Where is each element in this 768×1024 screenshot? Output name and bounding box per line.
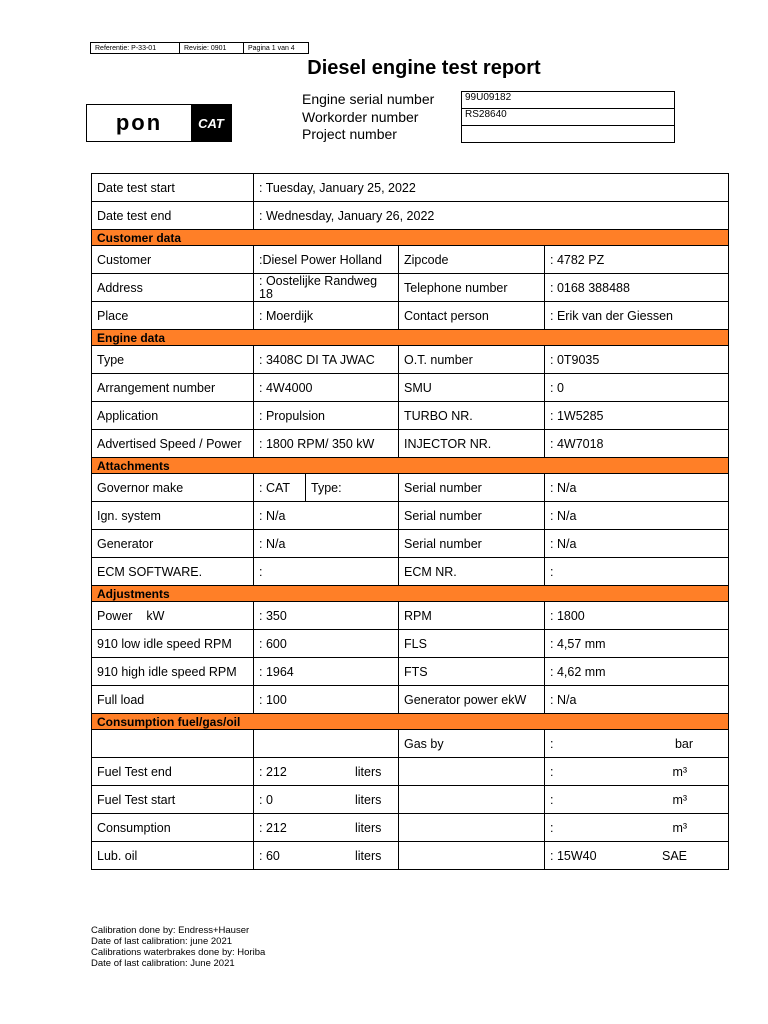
- address-value: : Oostelijke Randweg 18: [254, 274, 399, 302]
- empty-cell: [399, 786, 545, 814]
- company-logo: [86, 104, 232, 142]
- empty-cell: [92, 730, 254, 758]
- power-value: : 350: [254, 602, 399, 630]
- telephone-value: : 0168 388488: [545, 274, 729, 302]
- gas-label: Gas by: [399, 730, 545, 758]
- table-row: [92, 558, 729, 586]
- customer-label: Customer: [92, 246, 254, 274]
- turbo-label: TURBO NR.: [399, 402, 545, 430]
- governor-value: : CAT: [254, 474, 306, 502]
- table-row: [92, 202, 729, 230]
- table-row: [92, 530, 729, 558]
- date-start-label: Date test start: [92, 174, 254, 202]
- lub-oil-grade: [545, 842, 729, 870]
- table-row: [92, 658, 729, 686]
- fuel-start-value: [254, 786, 399, 814]
- ignition-serial-value: : N/a: [545, 502, 729, 530]
- lub-oil-unit: liters: [355, 848, 382, 863]
- contact-value: : Erik van der Giessen: [545, 302, 729, 330]
- zipcode-label: Zipcode: [399, 246, 545, 274]
- ignition-value: : N/a: [254, 502, 399, 530]
- lub-oil-grade-value: : 15W40: [550, 848, 597, 863]
- page-number: Pagina 1 van 4: [244, 43, 309, 54]
- table-row: [92, 430, 729, 458]
- ot-number-label: O.T. number: [399, 346, 545, 374]
- table-row: [92, 686, 729, 714]
- fuel-start-unit: liters: [355, 792, 382, 807]
- turbo-value: : 1W5285: [545, 402, 729, 430]
- smu-value: : 0: [545, 374, 729, 402]
- gas-value: [545, 730, 729, 758]
- section-adjustments: Adjustments: [92, 586, 729, 602]
- ecm-number-value: :: [545, 558, 729, 586]
- generator-value: : N/a: [254, 530, 399, 558]
- calibration-line: Calibrations waterbrakes done by: Horiba: [91, 947, 266, 958]
- consumption-value: [254, 814, 399, 842]
- rpm-label: RPM: [399, 602, 545, 630]
- table-row: [92, 374, 729, 402]
- workorder-value: RS28640: [462, 109, 675, 126]
- project-value: [462, 126, 675, 143]
- fts-label: FTS: [399, 658, 545, 686]
- low-idle-label: 910 low idle speed RPM: [92, 630, 254, 658]
- high-idle-value: : 1964: [254, 658, 399, 686]
- fuel-end-gas: [545, 758, 729, 786]
- table-row: [92, 274, 729, 302]
- telephone-label: Telephone number: [399, 274, 545, 302]
- place-label: Place: [92, 302, 254, 330]
- fuel-end-value: [254, 758, 399, 786]
- arrangement-value: : 4W4000: [254, 374, 399, 402]
- fts-value: : 4,62 mm: [545, 658, 729, 686]
- empty-cell: [399, 842, 545, 870]
- contact-label: Contact person: [399, 302, 545, 330]
- ecm-software-value: :: [254, 558, 399, 586]
- consumption-unit: liters: [355, 820, 382, 835]
- calibration-line: Date of last calibration: june 2021: [91, 936, 233, 947]
- fuel-end-gas-value: :: [550, 764, 554, 779]
- arrangement-label: Arrangement number: [92, 374, 254, 402]
- table-row: [92, 630, 729, 658]
- empty-cell: [399, 758, 545, 786]
- ignition-label: Ign. system: [92, 502, 254, 530]
- fuel-end-amount: : 212: [259, 764, 287, 779]
- fuel-start-label: Fuel Test start: [92, 786, 254, 814]
- gas-unit: bar: [674, 736, 694, 751]
- table-row: [92, 842, 729, 870]
- fls-label: FLS: [399, 630, 545, 658]
- generator-power-label: Generator power ekW: [399, 686, 545, 714]
- high-idle-label: 910 high idle speed RPM: [92, 658, 254, 686]
- table-row: [92, 786, 729, 814]
- application-label: Application: [92, 402, 254, 430]
- date-end-value: : Wednesday, January 26, 2022: [254, 202, 729, 230]
- header-labels: [302, 91, 434, 144]
- injector-value: : 4W7018: [545, 430, 729, 458]
- calibration-line: Date of last calibration: June 2021: [91, 958, 235, 969]
- zipcode-value: : 4782 PZ: [545, 246, 729, 274]
- application-value: : Propulsion: [254, 402, 399, 430]
- injector-label: INJECTOR NR.: [399, 430, 545, 458]
- lub-oil-amount: : 60: [259, 848, 280, 863]
- ignition-serial-label: Serial number: [399, 502, 545, 530]
- power-label: Power kW: [92, 602, 254, 630]
- customer-value: :Diesel Power Holland: [254, 246, 399, 274]
- speed-power-value: : 1800 RPM/ 350 kW: [254, 430, 399, 458]
- fuel-start-amount: : 0: [259, 792, 273, 807]
- table-row: [92, 402, 729, 430]
- generator-serial-value: : N/a: [545, 530, 729, 558]
- workorder-label: Workorder number: [302, 108, 419, 125]
- fuel-start-gas-unit: m³: [672, 792, 688, 807]
- table-row: [92, 174, 729, 202]
- consumption-amount: : 212: [259, 820, 287, 835]
- section-customer-data: Customer data: [92, 230, 729, 246]
- lub-oil-grade-unit: SAE: [662, 848, 688, 863]
- table-row: [92, 302, 729, 330]
- governor-serial-label: Serial number: [399, 474, 545, 502]
- calibration-notes: [91, 925, 265, 969]
- type-value: : 3408C DI TA JWAC: [254, 346, 399, 374]
- reference-bar: [90, 42, 309, 54]
- calibration-line: Calibration done by: Endress+Hauser: [91, 925, 250, 936]
- ot-number-value: : 0T9035: [545, 346, 729, 374]
- table-row: [92, 346, 729, 374]
- fuel-start-gas: [545, 786, 729, 814]
- test-report-table: [91, 173, 729, 870]
- consumption-label: Consumption: [92, 814, 254, 842]
- document-title: Diesel engine test report: [307, 57, 541, 79]
- empty-cell: [399, 814, 545, 842]
- address-label: Address: [92, 274, 254, 302]
- empty-cell: [254, 730, 399, 758]
- fuel-end-unit: liters: [355, 764, 382, 779]
- table-row: [92, 246, 729, 274]
- rpm-value: : 1800: [545, 602, 729, 630]
- engine-serial-label: Engine serial number: [302, 91, 435, 107]
- table-row: [92, 474, 729, 502]
- revision: Revisie: 0901: [180, 43, 244, 54]
- consumption-gas: [545, 814, 729, 842]
- low-idle-value: : 600: [254, 630, 399, 658]
- date-start-value: : Tuesday, January 25, 2022: [254, 174, 729, 202]
- table-row: [92, 814, 729, 842]
- reference-code: Referentie: P-33-01: [91, 43, 180, 54]
- governor-label: Governor make: [92, 474, 254, 502]
- fuel-end-gas-unit: m³: [672, 764, 688, 779]
- fuel-end-label: Fuel Test end: [92, 758, 254, 786]
- section-engine-data: Engine data: [92, 330, 729, 346]
- smu-label: SMU: [399, 374, 545, 402]
- section-consumption: Consumption fuel/gas/oil: [92, 714, 729, 730]
- cat-logo: CAT: [191, 105, 231, 141]
- project-label: Project number: [302, 126, 397, 142]
- full-load-value: : 100: [254, 686, 399, 714]
- type-label: Type: [92, 346, 254, 374]
- place-value: : Moerdijk: [254, 302, 399, 330]
- table-row: [92, 730, 729, 758]
- governor-type-label: Type:: [306, 474, 399, 502]
- section-attachments: Attachments: [92, 458, 729, 474]
- consumption-gas-value: :: [550, 820, 554, 835]
- table-row: [92, 502, 729, 530]
- lub-oil-label: Lub. oil: [92, 842, 254, 870]
- consumption-gas-unit: m³: [672, 820, 688, 835]
- full-load-label: Full load: [92, 686, 254, 714]
- table-row: [92, 602, 729, 630]
- date-end-label: Date test end: [92, 202, 254, 230]
- table-row: [92, 758, 729, 786]
- ecm-number-label: ECM NR.: [399, 558, 545, 586]
- pon-logo: pon: [115, 110, 163, 135]
- header-values: [461, 91, 675, 143]
- generator-label: Generator: [92, 530, 254, 558]
- lub-oil-value: [254, 842, 399, 870]
- speed-power-label: Advertised Speed / Power: [92, 430, 254, 458]
- generator-serial-label: Serial number: [399, 530, 545, 558]
- fls-value: : 4,57 mm: [545, 630, 729, 658]
- generator-power-value: : N/a: [545, 686, 729, 714]
- gas-value-text: :: [550, 736, 554, 751]
- governor-serial-value: : N/a: [545, 474, 729, 502]
- ecm-software-label: ECM SOFTWARE.: [92, 558, 254, 586]
- engine-serial-value: 99U09182: [462, 92, 675, 109]
- fuel-start-gas-value: :: [550, 792, 554, 807]
